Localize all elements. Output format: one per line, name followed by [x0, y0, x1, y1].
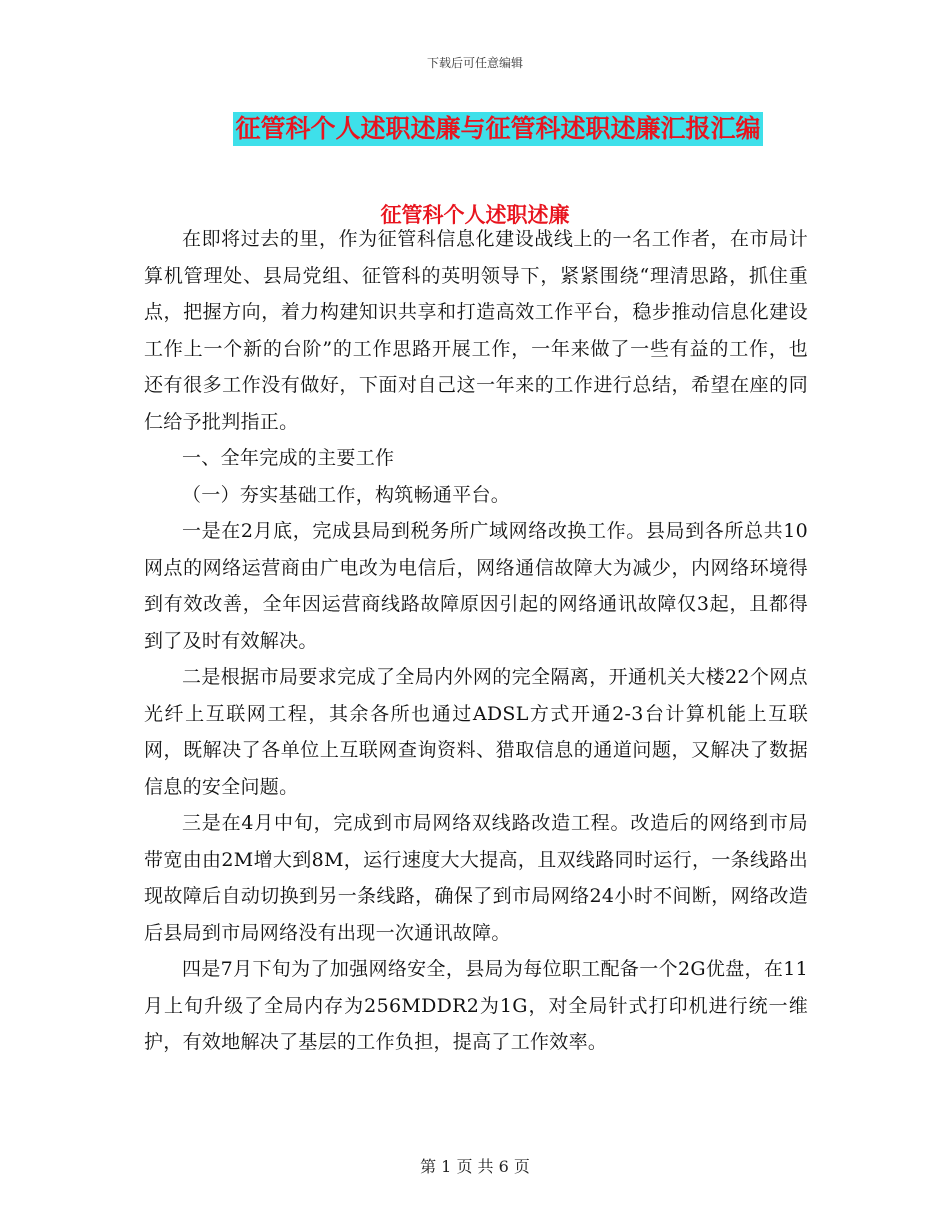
paragraph-item-1: 一是在2月底，完成县局到税务所广域网络改换工作。县局到各所总共10网点的网络运营商由广电改为电信后，网络通信故障大为减少，内网络环境得到有效改善，全年因运营商线路故障原因引起的网络通讯故障仅3起，且都得到了及时有效解决。 — [144, 520, 808, 652]
header-note: 下载后可任意编辑 — [426, 56, 523, 70]
doc-title-wrap — [0, 112, 950, 146]
body-text — [144, 221, 808, 1061]
paragraph-intro: 在即将过去的里，作为征管科信息化建设战线上的一名工作者，在市局计算机管理处、县局党组、征管科的英明领导下，紧紧围绕“理清思路，抓住重点，把握方向，着力构建知识共享和打造高效工作平台，稳步推动信息化建设工作上一个新的台阶”的工作思路开展工作，一年来做了一些有益的工作，也还有很多工作没有做好，下面对自己这一年来的工作进行总结，希望在座的同仁给予批判指正。 — [144, 228, 808, 433]
section-title: 征管科个人述职述廉 — [380, 203, 570, 227]
paragraph-item-3: 三是在4月中旬，完成到市局网络双线路改造工程。改造后的网络到市局带宽由由2M增大到8M，运行速度大大提高，且双线路同时运行，一条线路出现故障后自动切换到另一条线路，确保了到市局网络24小时不间断，网络改造后县局到市局网络没有出现一次通讯故障。 — [144, 812, 808, 944]
paragraph-subheading-1: （一）夯实基础工作，构筑畅通平台。 — [182, 483, 511, 506]
paragraph-item-4: 四是7月下旬为了加强网络安全，县局为每位职工配备一个2G优盘，在11月上旬升级了全局内存为256MDDR2为1G，对全局针式打印机进行统一维护，有效地解决了基层的工作负担，提高了工作效率。 — [144, 958, 808, 1053]
paragraph-item-2: 二是根据市局要求完成了全局内外网的完全隔离，开通机关大楼22个网点光纤上互联网工程，其余各所也通过ADSL方式开通2-3台计算机能上互联网，既解决了各单位上互联网查询资料、猎取信息的通道问题，又解决了数据信息的安全问题。 — [144, 666, 808, 798]
doc-title: 征管科个人述职述廉与征管科述职述廉汇报汇编 — [233, 112, 762, 146]
paragraph-heading-1: 一、全年完成的主要工作 — [182, 447, 395, 469]
page-footer: 第 1 页 共 6 页 — [420, 1157, 530, 1176]
